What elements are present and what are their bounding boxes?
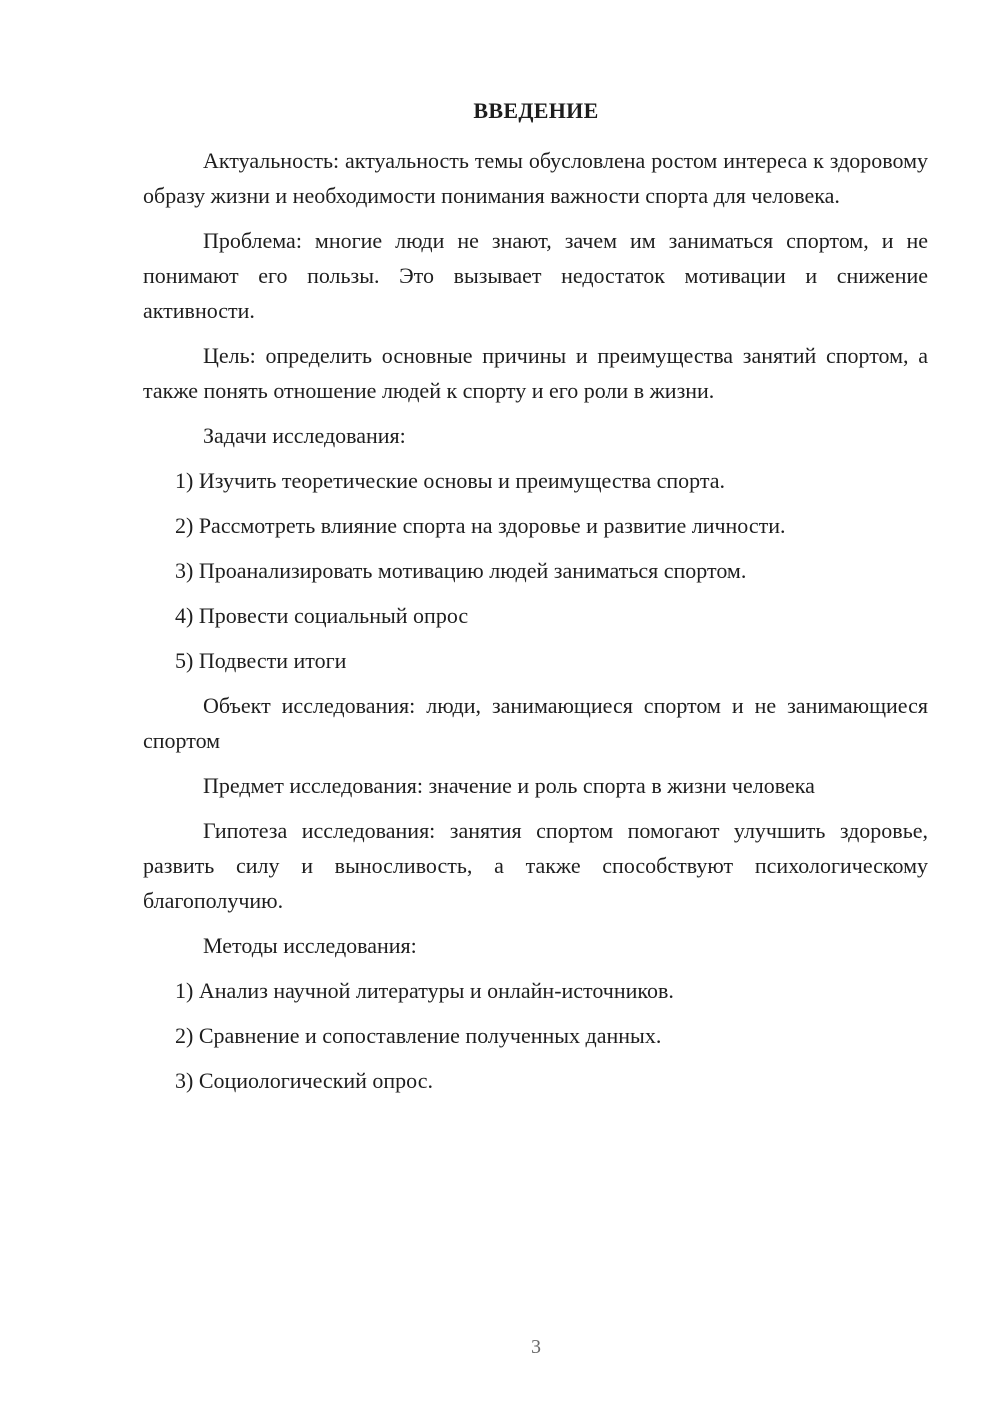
hypothesis-paragraph: Гипотеза исследования: занятия спортом помогают улучшить здоровье, развить силу и выносливость, а также способствуют психологическому благополучию. [143,818,928,913]
list-item: 1) Анализ научной литературы и онлайн-источников. [175,978,674,1003]
list-item: 5) Подвести итоги [175,648,347,673]
page-number: 3 [531,1336,541,1358]
relevance-paragraph: Актуальность: актуальность темы обусловлена ростом интереса к здоровому образу жизни и необходимости понимания важности спорта для человека. [143,148,928,208]
methods-heading: Методы исследования: [203,933,417,958]
methods-list [143,973,928,1098]
list-item: 2) Рассмотреть влияние спорта на здоровье и развитие личности. [175,513,786,538]
object-paragraph: Объект исследования: люди, занимающиеся спортом и не занимающиеся спортом [143,693,928,753]
problem-paragraph: Проблема: многие люди не знают, зачем им заниматься спортом, и не понимают его пользы. Это вызывает недостаток мотивации и снижение активности. [143,228,928,323]
list-item: 3) Проанализировать мотивацию людей заниматься спортом. [175,558,747,583]
document-body [143,143,928,1108]
goal-paragraph: Цель: определить основные причины и преимущества занятий спортом, а также понять отношение людей к спорту и его роли в жизни. [143,343,928,403]
list-item: 1) Изучить теоретические основы и преимущества спорта. [175,468,725,493]
list-item: 3) Социологический опрос. [175,1068,433,1093]
tasks-heading: Задачи исследования: [203,423,406,448]
tasks-list [143,463,928,678]
list-item: 4) Провести социальный опрос [175,603,469,628]
subject-paragraph: Предмет исследования: значение и роль спорта в жизни человека [203,773,815,798]
page-title: ВВЕДЕНИЕ [473,98,599,123]
list-item: 2) Сравнение и сопоставление полученных данных. [175,1023,662,1048]
